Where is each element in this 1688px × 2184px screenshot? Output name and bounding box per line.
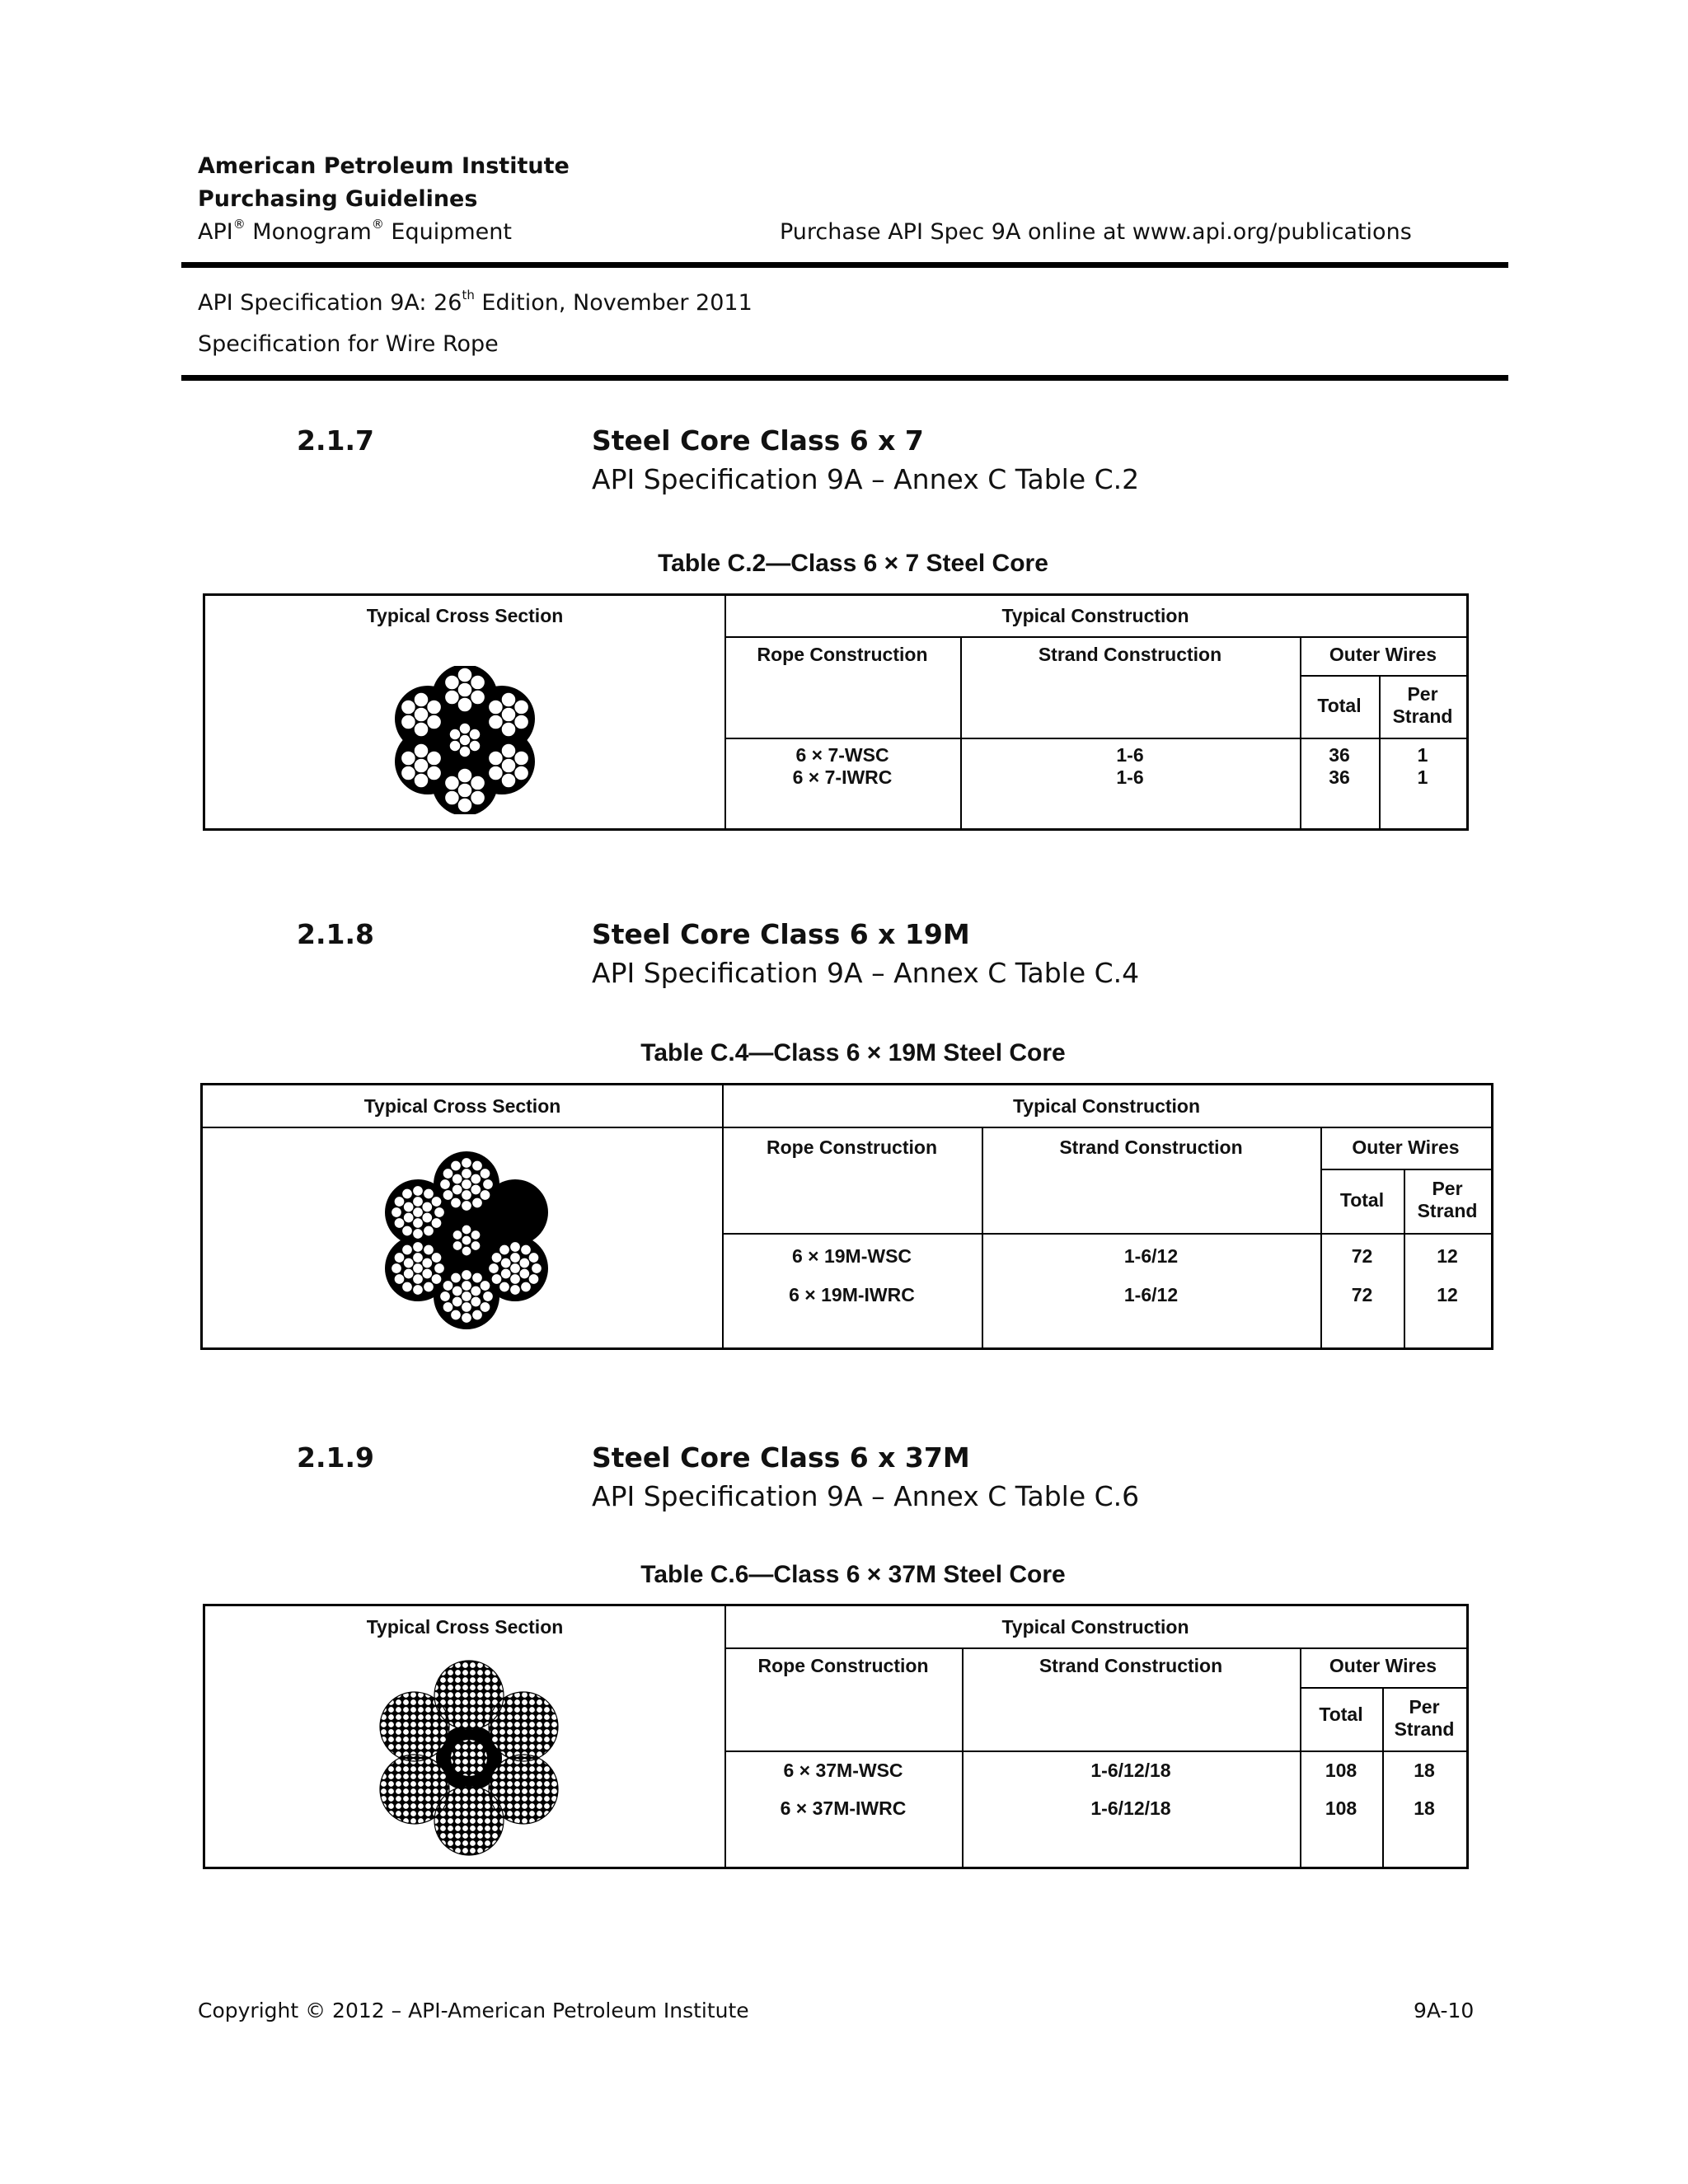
rope-construction-values <box>724 744 960 789</box>
col-header-total: Total <box>1319 1704 1363 1725</box>
section-number: 2.1.8 <box>297 918 374 950</box>
outer-total-values <box>1300 744 1379 789</box>
col-header-cross-section: Typical Cross Section <box>366 1616 564 1638</box>
table-cell: 36 <box>1329 744 1350 766</box>
col-header-cross-section: Typical Cross Section <box>366 605 564 626</box>
table-cell: 6 × 7-IWRC <box>792 766 893 788</box>
section-subtitle: API Specification 9A – Annex C Table C.6 <box>592 1480 1140 1512</box>
col-header-cross-section: Typical Cross Section <box>363 1095 561 1117</box>
table-cell: 1 <box>1417 766 1428 788</box>
org-name: American Petroleum Institute <box>198 153 570 179</box>
section-subtitle: API Specification 9A – Annex C Table C.2 <box>592 463 1140 495</box>
header-rule <box>181 262 1508 268</box>
col-header-per-strand: Per Strand <box>1417 1178 1478 1221</box>
rope-cross-section-6x37m <box>370 1654 568 1862</box>
col-header-rope: Rope Construction <box>767 1137 937 1158</box>
strand-construction-values <box>960 744 1300 789</box>
section-title: Steel Core Class 6 x 37M <box>592 1441 970 1474</box>
table-cell: 18 <box>1414 1760 1435 1781</box>
table-cell: 1-6/12 <box>1123 1284 1179 1305</box>
table-caption: Table C.4—Class 6 × 19M Steel Core <box>640 1039 1066 1066</box>
table-cell: 1-6/12/18 <box>1090 1760 1171 1781</box>
table-cell: 12 <box>1437 1245 1458 1267</box>
spec-title: Specification for Wire Rope <box>198 331 499 357</box>
table-cell: 6 × 19M-WSC <box>791 1245 912 1267</box>
monogram-text: Monogram <box>245 219 372 245</box>
col-header-total: Total <box>1317 695 1362 716</box>
table-cell: 6 × 37M-WSC <box>783 1760 903 1781</box>
registered-mark: ® <box>371 217 384 232</box>
monogram-line <box>198 216 512 249</box>
rope-cross-section-6x19m <box>376 1141 557 1339</box>
col-header-outer-wires: Outer Wires <box>1329 644 1437 665</box>
page-number: 9A-10 <box>1414 1999 1475 2022</box>
purchase-link-text: Purchase API Spec 9A online at www.api.org/publications <box>780 219 1412 245</box>
section-number: 2.1.9 <box>297 1441 374 1474</box>
col-header-per-strand: Per Strand <box>1392 683 1453 727</box>
col-header-rope: Rope Construction <box>757 1655 929 1676</box>
table-cell: 36 <box>1329 766 1350 788</box>
col-header-strand: Strand Construction <box>1039 1655 1223 1676</box>
col-header-construction: Typical Construction <box>1001 1616 1189 1638</box>
equipment-text: Equipment <box>383 219 512 245</box>
section-subtitle: API Specification 9A – Annex C Table C.4 <box>592 957 1140 989</box>
registered-mark: ® <box>232 217 246 232</box>
table-cell: 108 <box>1325 1760 1357 1781</box>
spec-table <box>200 1083 1493 1350</box>
section-number: 2.1.7 <box>297 424 374 457</box>
col-header-total: Total <box>1339 1189 1385 1211</box>
table-cell: 72 <box>1351 1245 1373 1267</box>
col-header-outer-wires: Outer Wires <box>1352 1137 1460 1158</box>
table-cell: 1-6/12 <box>1123 1245 1179 1267</box>
col-header-strand: Strand Construction <box>1059 1137 1243 1158</box>
table-cell: 6 × 7-WSC <box>795 744 889 766</box>
table-cell: 6 × 19M-IWRC <box>789 1284 915 1305</box>
table-cell: 1-6 <box>1116 766 1144 788</box>
header-rule <box>181 375 1508 381</box>
table-cell: 6 × 37M-IWRC <box>780 1797 907 1819</box>
table-cell: 1 <box>1417 744 1428 766</box>
spec-table <box>203 1604 1469 1869</box>
col-header-construction: Typical Construction <box>1001 605 1189 626</box>
col-header-per-strand: Per Strand <box>1394 1696 1455 1740</box>
table-cell: 18 <box>1414 1797 1435 1819</box>
copyright: Copyright © 2012 – API-American Petroleum Institute <box>198 1999 749 2022</box>
col-header-strand: Strand Construction <box>1038 644 1222 665</box>
section-title: Steel Core Class 6 x 7 <box>592 424 924 457</box>
table-cell: 1-6 <box>1116 744 1144 766</box>
col-header-construction: Typical Construction <box>1012 1095 1201 1117</box>
spec-table <box>203 593 1469 831</box>
section-title: Steel Core Class 6 x 19M <box>592 918 970 950</box>
guidelines-label: Purchasing Guidelines <box>198 186 478 212</box>
spec-edition: API Specification 9A: 26th Edition, November 2011 <box>198 288 753 316</box>
rope-cross-section-6x7 <box>382 666 547 814</box>
api-text: API <box>198 219 233 245</box>
table-cell: 108 <box>1325 1797 1357 1819</box>
superscript-th: th <box>462 288 475 302</box>
table-caption: Table C.6—Class 6 × 37M Steel Core <box>640 1561 1066 1588</box>
table-cell: 12 <box>1437 1284 1458 1305</box>
table-cell: 1-6/12/18 <box>1090 1797 1171 1819</box>
table-cell: 72 <box>1351 1284 1373 1305</box>
outer-per-strand-values <box>1379 744 1466 789</box>
col-header-outer-wires: Outer Wires <box>1329 1655 1437 1676</box>
col-header-rope: Rope Construction <box>757 644 928 665</box>
table-caption: Table C.2—Class 6 × 7 Steel Core <box>658 550 1048 577</box>
